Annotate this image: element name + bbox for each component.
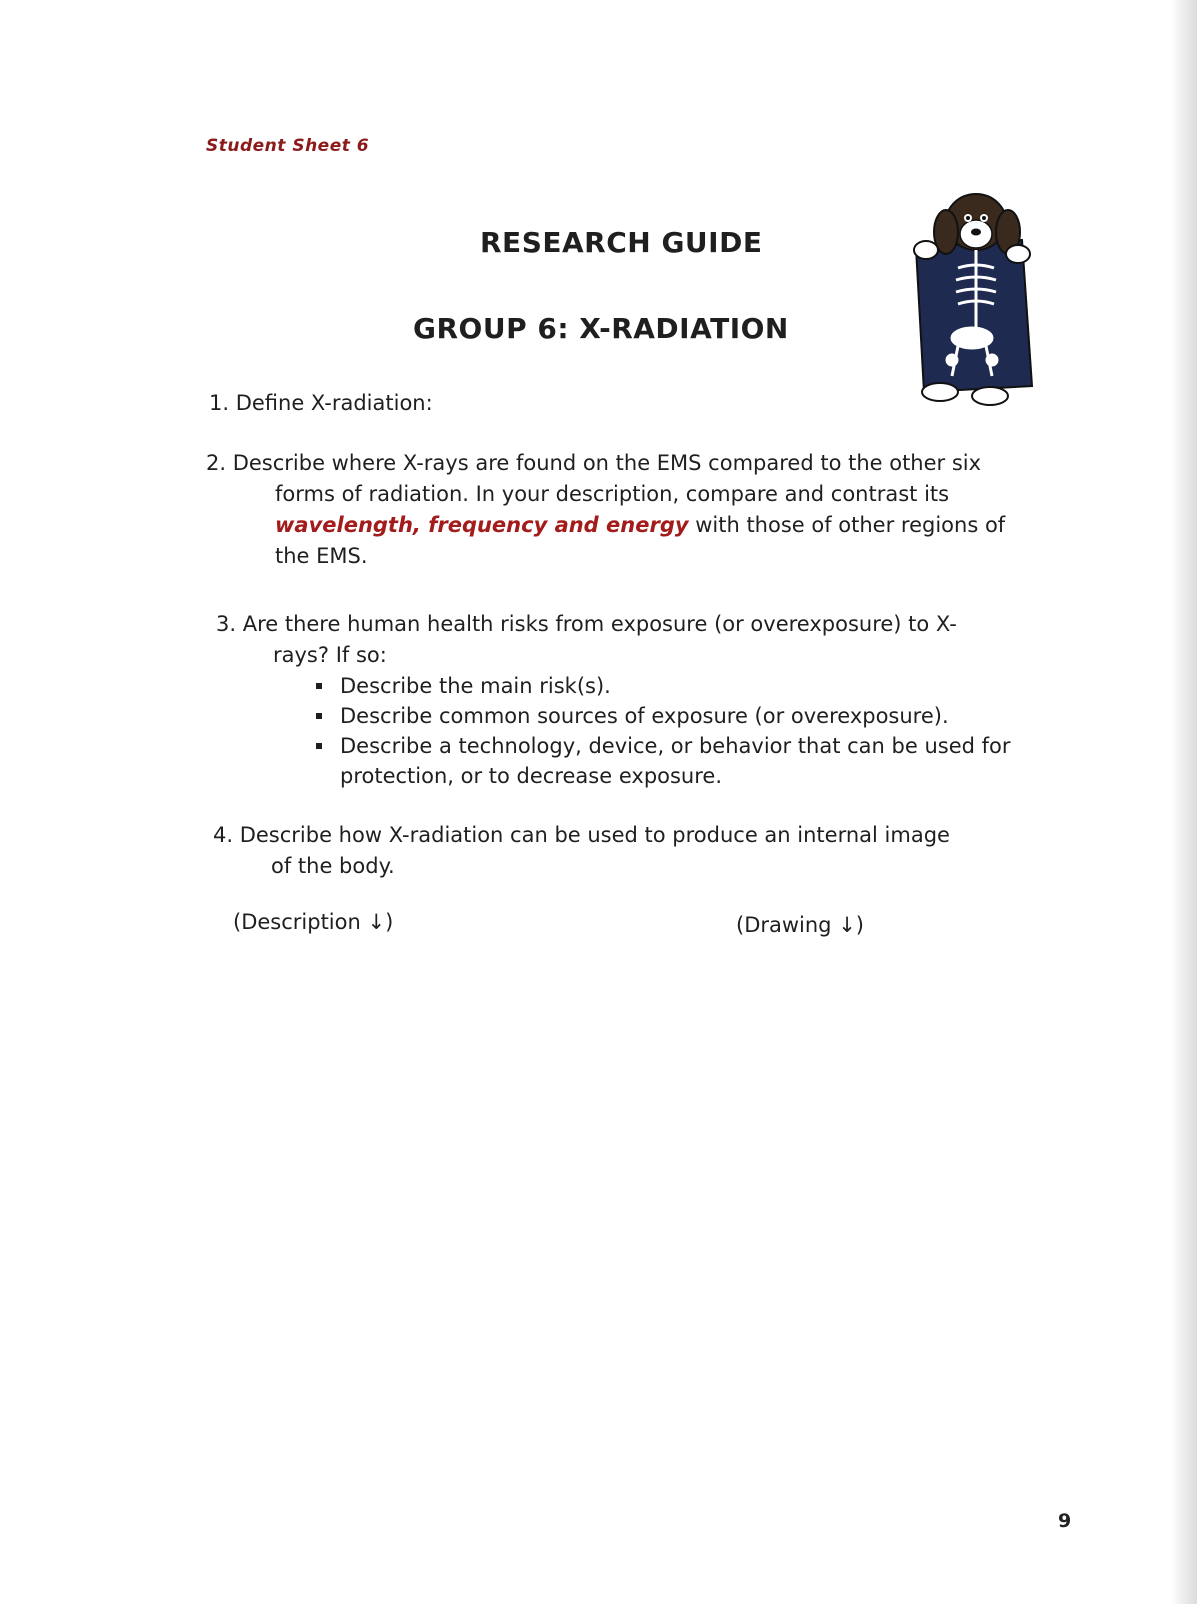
question-2	[206, 448, 1005, 572]
sheet-label: Student Sheet 6	[206, 136, 370, 156]
highlighted-terms: wavelength, frequency and energy	[275, 513, 689, 537]
question-2-line-3-rest: with those of other regions of	[688, 513, 1006, 537]
bullet-text: Describe the main risk(s).	[340, 674, 611, 698]
question-4	[213, 820, 950, 882]
question-4-line-1: 4. Describe how X-radiation can be used to produce an internal image	[213, 823, 950, 847]
description-label: (Description ↓)	[233, 910, 394, 934]
bullet-text: Describe a technology, device, or behavior that can be used for	[340, 734, 1011, 758]
question-3-bullets	[216, 671, 1011, 791]
dog-head	[934, 194, 1020, 254]
page-subtitle: GROUP 6: X-RADIATION	[413, 312, 789, 345]
page-edge-shadow	[1171, 0, 1197, 1604]
bullet-item	[308, 671, 1011, 701]
question-2-line-1: 2. Describe where X-rays are found on the EMS compared to the other six	[206, 451, 982, 475]
page-number: 9	[1058, 1510, 1072, 1532]
drawing-label: (Drawing ↓)	[736, 913, 864, 937]
question-1	[209, 388, 433, 419]
page-title: RESEARCH GUIDE	[480, 226, 763, 259]
question-2-line-4: the EMS.	[275, 544, 368, 568]
bullet-text-continued: protection, or to decrease exposure.	[340, 764, 723, 788]
bullet-text: Describe common sources of exposure (or overexposure).	[340, 704, 949, 728]
question-4-line-2: of the body.	[271, 854, 395, 878]
question-2-line-2: forms of radiation. In your description, compare and contrast its	[275, 482, 950, 506]
question-3-line-1: 3. Are there human health risks from exposure (or overexposure) to X-	[216, 612, 957, 636]
bullet-item	[308, 731, 1011, 791]
question-1-text: 1. Define X-radiation:	[209, 391, 433, 415]
bullet-item	[308, 701, 1011, 731]
dog-xray-icon	[912, 188, 1052, 408]
question-3	[216, 609, 1011, 791]
question-3-line-2: rays? If so:	[273, 643, 387, 667]
question-2-line-3	[206, 510, 1005, 541]
